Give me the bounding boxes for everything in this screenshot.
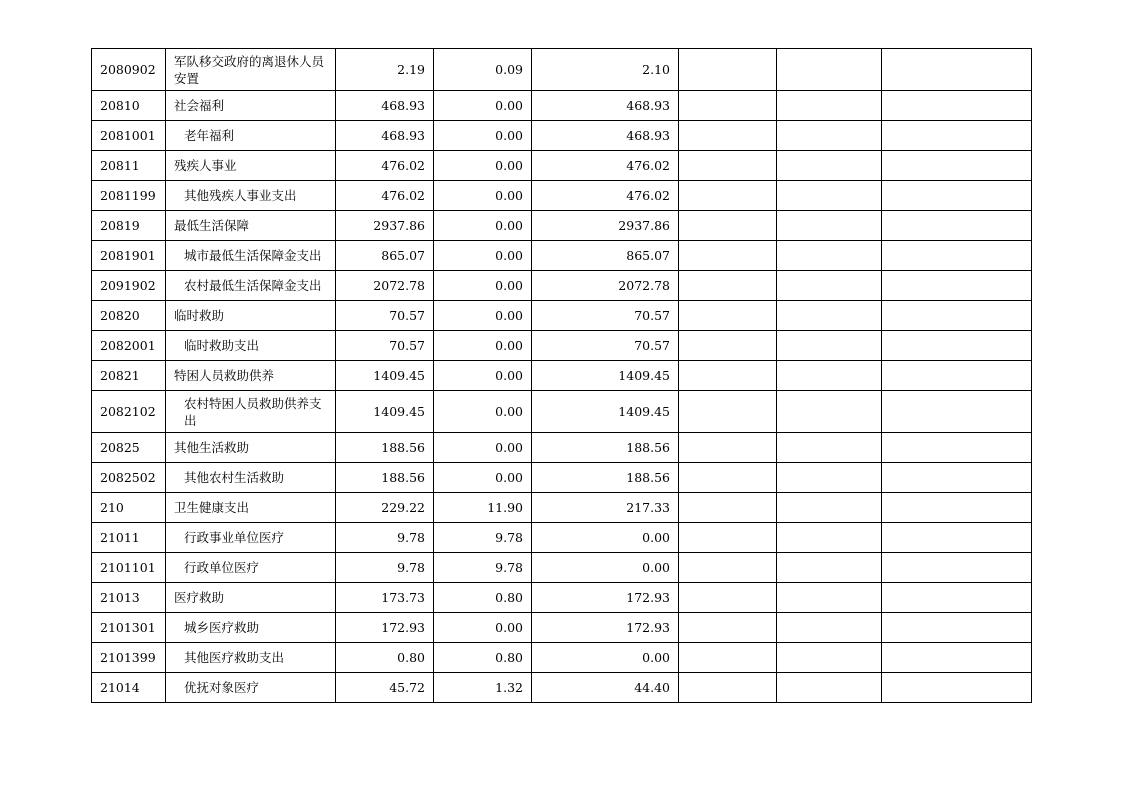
subject-code-cell: 2101399 xyxy=(92,643,166,673)
subject-name-cell: 其他残疾人事业支出 xyxy=(166,181,336,211)
total-amount-cell: 468.93 xyxy=(336,121,434,151)
subject-name-cell: 卫生健康支出 xyxy=(166,493,336,523)
subject-name-cell: 军队移交政府的离退休人员安置 xyxy=(166,49,336,91)
total-amount-cell: 70.57 xyxy=(336,301,434,331)
basic-expenditure-cell: 0.00 xyxy=(434,211,532,241)
subject-name-cell: 其他农村生活救助 xyxy=(166,463,336,493)
empty-cell xyxy=(777,463,882,493)
project-expenditure-cell: 188.56 xyxy=(532,463,679,493)
total-amount-cell: 2937.86 xyxy=(336,211,434,241)
total-amount-cell: 70.57 xyxy=(336,331,434,361)
budget-expenditure-table xyxy=(91,48,1032,703)
empty-cell xyxy=(882,331,1032,361)
project-expenditure-cell: 476.02 xyxy=(532,151,679,181)
empty-cell xyxy=(882,49,1032,91)
empty-cell xyxy=(679,121,777,151)
subject-code-cell: 21014 xyxy=(92,673,166,703)
subject-code-cell: 21013 xyxy=(92,583,166,613)
empty-cell xyxy=(777,361,882,391)
basic-expenditure-cell: 0.00 xyxy=(434,613,532,643)
empty-cell xyxy=(679,433,777,463)
empty-cell xyxy=(679,271,777,301)
subject-name-cell: 农村特困人员救助供养支出 xyxy=(166,391,336,433)
empty-cell xyxy=(679,613,777,643)
table-row xyxy=(92,463,1032,493)
subject-name-cell: 医疗救助 xyxy=(166,583,336,613)
table-row xyxy=(92,433,1032,463)
project-expenditure-cell: 476.02 xyxy=(532,181,679,211)
subject-name-cell: 优抚对象医疗 xyxy=(166,673,336,703)
project-expenditure-cell: 2.10 xyxy=(532,49,679,91)
empty-cell xyxy=(777,49,882,91)
empty-cell xyxy=(777,241,882,271)
project-expenditure-cell: 2937.86 xyxy=(532,211,679,241)
basic-expenditure-cell: 11.90 xyxy=(434,493,532,523)
empty-cell xyxy=(882,271,1032,301)
basic-expenditure-cell: 9.78 xyxy=(434,523,532,553)
total-amount-cell: 476.02 xyxy=(336,151,434,181)
empty-cell xyxy=(777,583,882,613)
empty-cell xyxy=(679,211,777,241)
subject-name-cell: 其他医疗救助支出 xyxy=(166,643,336,673)
basic-expenditure-cell: 0.00 xyxy=(434,433,532,463)
total-amount-cell: 229.22 xyxy=(336,493,434,523)
project-expenditure-cell: 0.00 xyxy=(532,523,679,553)
empty-cell xyxy=(679,241,777,271)
table-row xyxy=(92,49,1032,91)
basic-expenditure-cell: 0.00 xyxy=(434,181,532,211)
subject-name-cell: 行政单位医疗 xyxy=(166,553,336,583)
subject-code-cell: 2082502 xyxy=(92,463,166,493)
basic-expenditure-cell: 0.00 xyxy=(434,271,532,301)
table-row xyxy=(92,361,1032,391)
basic-expenditure-cell: 0.00 xyxy=(434,91,532,121)
subject-name-cell: 临时救助支出 xyxy=(166,331,336,361)
table-body xyxy=(92,49,1032,703)
empty-cell xyxy=(777,523,882,553)
table-row xyxy=(92,493,1032,523)
project-expenditure-cell: 865.07 xyxy=(532,241,679,271)
total-amount-cell: 45.72 xyxy=(336,673,434,703)
subject-name-cell: 城乡医疗救助 xyxy=(166,613,336,643)
basic-expenditure-cell: 0.00 xyxy=(434,361,532,391)
empty-cell xyxy=(777,91,882,121)
project-expenditure-cell: 172.93 xyxy=(532,583,679,613)
table-row xyxy=(92,241,1032,271)
empty-cell xyxy=(882,583,1032,613)
empty-cell xyxy=(777,301,882,331)
table-row xyxy=(92,91,1032,121)
empty-cell xyxy=(679,361,777,391)
empty-cell xyxy=(679,151,777,181)
basic-expenditure-cell: 0.00 xyxy=(434,241,532,271)
table-row xyxy=(92,211,1032,241)
table-row xyxy=(92,553,1032,583)
table-row xyxy=(92,391,1032,433)
subject-code-cell: 20819 xyxy=(92,211,166,241)
empty-cell xyxy=(777,673,882,703)
subject-name-cell: 农村最低生活保障金支出 xyxy=(166,271,336,301)
subject-name-cell: 残疾人事业 xyxy=(166,151,336,181)
empty-cell xyxy=(679,643,777,673)
project-expenditure-cell: 1409.45 xyxy=(532,391,679,433)
empty-cell xyxy=(679,463,777,493)
empty-cell xyxy=(777,181,882,211)
project-expenditure-cell: 172.93 xyxy=(532,613,679,643)
subject-name-cell: 老年福利 xyxy=(166,121,336,151)
empty-cell xyxy=(777,331,882,361)
empty-cell xyxy=(679,181,777,211)
subject-code-cell: 2101301 xyxy=(92,613,166,643)
total-amount-cell: 0.80 xyxy=(336,643,434,673)
subject-code-cell: 20811 xyxy=(92,151,166,181)
subject-name-cell: 最低生活保障 xyxy=(166,211,336,241)
empty-cell xyxy=(882,91,1032,121)
basic-expenditure-cell: 0.00 xyxy=(434,301,532,331)
total-amount-cell: 2072.78 xyxy=(336,271,434,301)
table-row xyxy=(92,523,1032,553)
empty-cell xyxy=(882,553,1032,583)
basic-expenditure-cell: 0.00 xyxy=(434,121,532,151)
table-row xyxy=(92,613,1032,643)
empty-cell xyxy=(777,553,882,583)
subject-code-cell: 2082102 xyxy=(92,391,166,433)
empty-cell xyxy=(679,331,777,361)
empty-cell xyxy=(882,211,1032,241)
empty-cell xyxy=(882,361,1032,391)
subject-code-cell: 2101101 xyxy=(92,553,166,583)
project-expenditure-cell: 70.57 xyxy=(532,301,679,331)
empty-cell xyxy=(882,523,1032,553)
empty-cell xyxy=(679,391,777,433)
empty-cell xyxy=(882,493,1032,523)
project-expenditure-cell: 468.93 xyxy=(532,121,679,151)
project-expenditure-cell: 188.56 xyxy=(532,433,679,463)
table-row xyxy=(92,301,1032,331)
empty-cell xyxy=(679,493,777,523)
empty-cell xyxy=(777,433,882,463)
table-row xyxy=(92,583,1032,613)
empty-cell xyxy=(679,673,777,703)
total-amount-cell: 468.93 xyxy=(336,91,434,121)
empty-cell xyxy=(777,151,882,181)
empty-cell xyxy=(679,553,777,583)
project-expenditure-cell: 0.00 xyxy=(532,643,679,673)
total-amount-cell: 188.56 xyxy=(336,463,434,493)
empty-cell xyxy=(882,673,1032,703)
subject-code-cell: 2080902 xyxy=(92,49,166,91)
total-amount-cell: 2.19 xyxy=(336,49,434,91)
empty-cell xyxy=(882,391,1032,433)
basic-expenditure-cell: 0.00 xyxy=(434,463,532,493)
project-expenditure-cell: 1409.45 xyxy=(532,361,679,391)
empty-cell xyxy=(777,643,882,673)
empty-cell xyxy=(777,613,882,643)
basic-expenditure-cell: 1.32 xyxy=(434,673,532,703)
basic-expenditure-cell: 0.09 xyxy=(434,49,532,91)
basic-expenditure-cell: 0.00 xyxy=(434,391,532,433)
subject-name-cell: 其他生活救助 xyxy=(166,433,336,463)
project-expenditure-cell: 217.33 xyxy=(532,493,679,523)
table-row xyxy=(92,151,1032,181)
table-row xyxy=(92,673,1032,703)
empty-cell xyxy=(679,583,777,613)
subject-code-cell: 20825 xyxy=(92,433,166,463)
subject-name-cell: 行政事业单位医疗 xyxy=(166,523,336,553)
empty-cell xyxy=(882,463,1032,493)
project-expenditure-cell: 70.57 xyxy=(532,331,679,361)
basic-expenditure-cell: 0.80 xyxy=(434,643,532,673)
empty-cell xyxy=(882,151,1032,181)
total-amount-cell: 9.78 xyxy=(336,553,434,583)
basic-expenditure-cell: 9.78 xyxy=(434,553,532,583)
empty-cell xyxy=(777,391,882,433)
total-amount-cell: 173.73 xyxy=(336,583,434,613)
empty-cell xyxy=(882,121,1032,151)
empty-cell xyxy=(679,523,777,553)
empty-cell xyxy=(777,271,882,301)
table-row xyxy=(92,121,1032,151)
empty-cell xyxy=(882,613,1032,643)
subject-code-cell: 2081001 xyxy=(92,121,166,151)
project-expenditure-cell: 44.40 xyxy=(532,673,679,703)
empty-cell xyxy=(777,211,882,241)
total-amount-cell: 1409.45 xyxy=(336,361,434,391)
table-row xyxy=(92,331,1032,361)
total-amount-cell: 1409.45 xyxy=(336,391,434,433)
subject-name-cell: 特困人员救助供养 xyxy=(166,361,336,391)
project-expenditure-cell: 2072.78 xyxy=(532,271,679,301)
subject-code-cell: 21011 xyxy=(92,523,166,553)
total-amount-cell: 9.78 xyxy=(336,523,434,553)
empty-cell xyxy=(882,181,1032,211)
empty-cell xyxy=(679,91,777,121)
subject-code-cell: 20821 xyxy=(92,361,166,391)
subject-code-cell: 2081901 xyxy=(92,241,166,271)
empty-cell xyxy=(679,301,777,331)
empty-cell xyxy=(882,643,1032,673)
table-row xyxy=(92,181,1032,211)
subject-name-cell: 社会福利 xyxy=(166,91,336,121)
subject-code-cell: 2082001 xyxy=(92,331,166,361)
empty-cell xyxy=(777,493,882,523)
table-row xyxy=(92,271,1032,301)
total-amount-cell: 188.56 xyxy=(336,433,434,463)
total-amount-cell: 172.93 xyxy=(336,613,434,643)
subject-name-cell: 临时救助 xyxy=(166,301,336,331)
empty-cell xyxy=(679,49,777,91)
basic-expenditure-cell: 0.80 xyxy=(434,583,532,613)
subject-code-cell: 20810 xyxy=(92,91,166,121)
table-row xyxy=(92,643,1032,673)
basic-expenditure-cell: 0.00 xyxy=(434,331,532,361)
project-expenditure-cell: 468.93 xyxy=(532,91,679,121)
total-amount-cell: 865.07 xyxy=(336,241,434,271)
empty-cell xyxy=(882,241,1032,271)
basic-expenditure-cell: 0.00 xyxy=(434,151,532,181)
subject-code-cell: 2091902 xyxy=(92,271,166,301)
empty-cell xyxy=(882,433,1032,463)
empty-cell xyxy=(777,121,882,151)
subject-code-cell: 2081199 xyxy=(92,181,166,211)
empty-cell xyxy=(882,301,1032,331)
subject-name-cell: 城市最低生活保障金支出 xyxy=(166,241,336,271)
total-amount-cell: 476.02 xyxy=(336,181,434,211)
subject-code-cell: 20820 xyxy=(92,301,166,331)
subject-code-cell: 210 xyxy=(92,493,166,523)
project-expenditure-cell: 0.00 xyxy=(532,553,679,583)
